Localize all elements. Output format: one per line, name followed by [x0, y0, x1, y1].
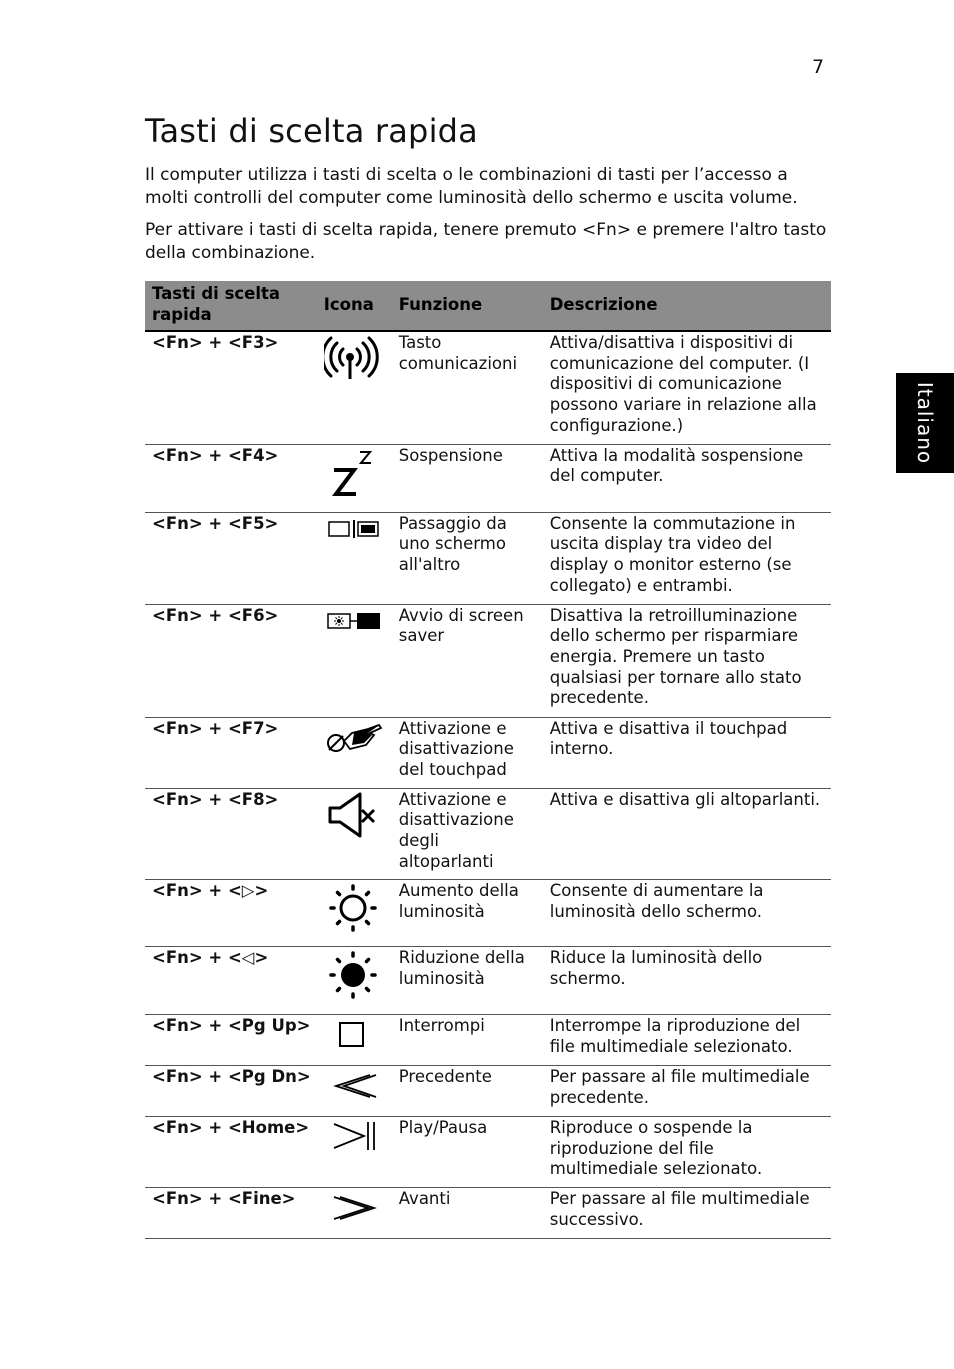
function-cell: Precedente [392, 1065, 543, 1116]
table-row [145, 947, 831, 1015]
hotkey-cell: <Fn> + <F6> [145, 604, 317, 717]
hotkeys-table [145, 281, 831, 1239]
description-cell: Per passare al file multimediale successivo. [543, 1187, 831, 1238]
brightness-down-icon [324, 948, 386, 1000]
play-pause-icon [324, 1118, 386, 1158]
header-key: Tasti di scelta rapida [145, 281, 317, 331]
function-cell: Play/Pausa [392, 1116, 543, 1187]
touchpad-toggle-icon [324, 719, 386, 771]
hotkey-cell: <Fn> + <F4> [145, 444, 317, 512]
table-row [145, 1065, 831, 1116]
description-cell: Consente di aumentare la luminosità dello schermo. [543, 880, 831, 947]
description-cell: Consente la commutazione in uscita display tra video del display o monitor esterno (se collegato) e entrambi. [543, 512, 831, 604]
function-cell: Avvio di screen saver [392, 604, 543, 717]
function-cell: Attivazione e disattivazione degli altoparlanti [392, 788, 543, 880]
wireless-icon [324, 333, 386, 385]
screen-blank-icon [324, 606, 386, 658]
table-row [145, 1015, 831, 1065]
hotkey-cell: <Fn> + <◁> [145, 947, 317, 1015]
table-header-row [145, 281, 831, 331]
table-row [145, 1187, 831, 1238]
hotkey-cell: <Fn> + <F5> [145, 512, 317, 604]
function-cell: Passaggio da uno schermo all'altro [392, 512, 543, 604]
table-row [145, 604, 831, 717]
function-cell: Attivazione e disattivazione del touchpad [392, 717, 543, 788]
stop-icon [324, 1016, 386, 1054]
function-cell: Tasto comunicazioni [392, 331, 543, 444]
intro-paragraph-2: Per attivare i tasti di scelta rapida, tenere premuto <Fn> e premere l'altro tasto della combinazione. [145, 220, 827, 263]
hotkey-cell: <Fn> + <Fine> [145, 1187, 317, 1238]
function-cell: Avanti [392, 1187, 543, 1238]
hotkey-cell: <Fn> + <▷> [145, 880, 317, 947]
description-cell: Attiva/disattiva i dispositivi di comunicazione del computer. (I dispositivi di comunicazione possono variare in relazione alla configurazione.) [543, 331, 831, 444]
brightness-up-icon [324, 881, 386, 933]
table-row [145, 331, 831, 444]
table-row [145, 880, 831, 947]
header-icon: Icona [317, 281, 392, 331]
hotkey-cell: <Fn> + <F8> [145, 788, 317, 880]
hotkey-cell: <Fn> + <Pg Dn> [145, 1065, 317, 1116]
language-label: Italiano [913, 381, 937, 465]
description-cell: Interrompe la riproduzione del file multimediale selezionato. [543, 1015, 831, 1065]
table-row [145, 512, 831, 604]
display-toggle-icon [324, 514, 386, 566]
description-cell: Attiva la modalità sospensione del computer. [543, 444, 831, 512]
hotkey-cell: <Fn> + <F7> [145, 717, 317, 788]
function-cell: Riduzione della luminosità [392, 947, 543, 1015]
function-cell: Sospensione [392, 444, 543, 512]
intro-paragraph-1: Il computer utilizza i tasti di scelta o le combinazioni di tasti per l’accesso a molti controlli del computer come luminosità dello schermo e uscita volume. [145, 165, 798, 208]
function-cell: Interrompi [392, 1015, 543, 1065]
description-cell: Per passare al file multimediale precedente. [543, 1065, 831, 1116]
description-cell: Attiva e disattiva il touchpad interno. [543, 717, 831, 788]
hotkey-cell: <Fn> + <F3> [145, 331, 317, 444]
sleep-icon [324, 446, 386, 498]
hotkey-cell: <Fn> + <Pg Up> [145, 1015, 317, 1065]
page-title: Tasti di scelta rapida [145, 112, 478, 150]
header-description: Descrizione [543, 281, 831, 331]
language-side-tab [896, 373, 954, 473]
table-row [145, 1116, 831, 1187]
table-row [145, 788, 831, 880]
function-cell: Aumento della luminosità [392, 880, 543, 947]
description-cell: Riproduce o sospende la riproduzione del file multimediale selezionato. [543, 1116, 831, 1187]
description-cell: Disattiva la retroilluminazione dello schermo per risparmiare energia. Premere un tasto qualsiasi per tornare allo stato precedente. [543, 604, 831, 717]
hotkey-cell: <Fn> + <Home> [145, 1116, 317, 1187]
header-function: Funzione [392, 281, 543, 331]
table-row [145, 444, 831, 512]
speaker-mute-icon [324, 790, 386, 842]
description-cell: Attiva e disattiva gli altoparlanti. [543, 788, 831, 880]
description-cell: Riduce la luminosità dello schermo. [543, 947, 831, 1015]
next-icon [324, 1189, 386, 1227]
page-number: 7 [812, 56, 825, 78]
previous-icon [324, 1067, 386, 1105]
table-row [145, 717, 831, 788]
